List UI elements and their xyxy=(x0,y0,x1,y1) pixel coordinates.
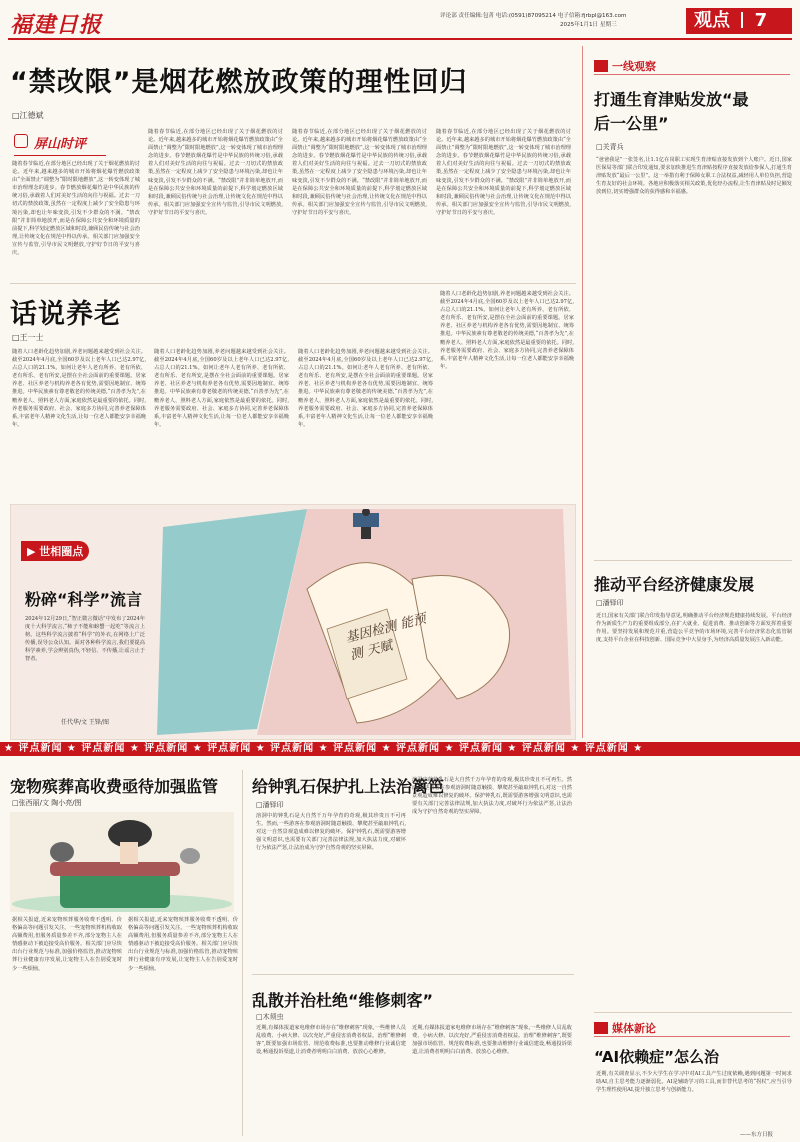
sidebar-article2-body: 近日,国家有关部门联合印发指导意见,明确推动平台经济规范健康持续发展。平台经济作为新质生产力的重要组成部分,在扩大就业、促进消费、推动创新等方面发挥着重要作用。要坚持发展和规范并重,营造公平竞争的市场环境,完善平台经济常态化监管制度,支持平台企业在科技创新、国际竞争中大显身手,为经济高质量发展注入新动能。 xyxy=(596,613,792,644)
main-author: □江德斌 xyxy=(12,111,44,120)
sidebar-rule xyxy=(582,46,583,738)
sidebar-article2-headline: 推动平台经济健康发展 xyxy=(594,575,755,594)
illustration-caption: 基因检测 能预测 天赋 xyxy=(344,611,428,664)
masthead-date: 2025年1月1日 星期三 xyxy=(560,22,617,28)
main-body-col-1: 随着春节临近,在部分地区已经出现了关于烟花燃放的讨论。近年来,越来越多的城市开始将烟花爆竹燃放政策由“全面禁止”调整为“限时限地燃放”,这一转变体现了城市治理理念的进步。春节燃放烟花爆竹是中华民族的传统习俗,承载着人们对美好生活的向往与祝福。过去一刀切式的禁放政策,虽然在一定程度上减少了安全隐患与环境污染,却也让年味变淡,引发不少群众的不满。“禁改限”并非简单地放开,而是在保障公共安全和环境质量的前提下,科学划定燃放区域和时段,兼顾民俗传统与社会治理,让传统文化在规范中得以传承。相关部门应加强安全宣传与监管,引导市民文明燃放,守护好节日的平安与喜庆。 xyxy=(12,161,140,257)
world-watch-credit: 任代华/文 王锋/图 xyxy=(61,719,109,726)
section1-label: 一线观察 xyxy=(612,60,656,73)
main-headline: “禁改限”是烟花燃放政策的理性回归 xyxy=(10,67,468,98)
milk-headline: 给钟乳石保护扎上法治篱笆 xyxy=(252,777,445,796)
world-watch-illustration xyxy=(157,509,571,735)
column-tag-box xyxy=(14,128,106,156)
pets-author: □张西丽/文 陶小亮/图 xyxy=(12,799,82,807)
sidebar-article2-author: □潘铎印 xyxy=(596,599,624,607)
section-badge xyxy=(686,8,792,34)
section-name: 观点 xyxy=(694,10,730,31)
milk-body-col-1: 溶洞中的钟乳石是大自然千万年孕育的奇观,极其珍贵且不可再生。然而,一些游客在参观溶洞时随意触摸、攀爬甚至敲取钟乳石,对这一自然景观造成难以修复的破坏。保护钟乳石,既需要游客增强文明意识,也需要有关部门完善法律法规,加大执法力度,对破坏行为依法严惩,让法治成为守护自然奇观的坚实屏障。 xyxy=(256,813,406,852)
repair-body-col-1: 近期,有媒体报道家电维修市场存在“维修刺客”现象,一些维修人员乱收费、小病大修、以次充好,严重侵害消费者权益。治理“维修刺客”,既要加强市场监管、规范收费标准,也要推动维修行业诚信建设,畅通投诉渠道,让消费者明明白白消费、放放心心维修。 xyxy=(256,1025,406,1056)
sidebar-article3-credit: ——东方日报 xyxy=(740,1132,774,1138)
sidebar-article3-headline: “AI依赖症”怎么治 xyxy=(594,1048,719,1066)
world-watch-tag: ▶ 世相圈点 xyxy=(21,541,89,561)
aging-body-col-1: 随着人口老龄化趋势加剧,养老问题越来越受到社会关注。截至2024年4月底,全国60岁及以上老年人口已达2.97亿,占总人口的21.1%。如何让老年人老有所养、老有所依、老有所乐、老有所安,是摆在全社会面前的重要课题。居家养老、社区养老与机构养老各有优势,需要因地制宜、统筹推进。中华民族素有尊老敬老的传统美德,“百善孝为先”,在赡养老人、照料老人方面,家庭依然是最重要的依托。同时,养老服务需要政府、社会、家庭多方协同,完善养老保障体系,丰富老年人精神文化生活,让每一位老人都能安享幸福晚年。 xyxy=(12,349,146,428)
section1-icon xyxy=(594,60,608,72)
sidebar-article1-body: “爸爸我是”一张签名,让1.1亿在岗职工实现生育津贴直接发放到个人账户。近日,国家医保局等部门联合印发通知,要求加快推进生育津贴按程序直接发放给参保人,打通生育津贴发放“最后一公里”。这一举措有利于保障女职工合法权益,减轻用人单位负担,营造生育友好的社会环境。各地应积极落实相关政策,优化经办流程,让生育津贴及时足额发放到位,切实增强群众的获得感和幸福感。 xyxy=(596,157,792,196)
section2-icon xyxy=(594,1022,608,1034)
news-ticker: ★ 评点新闻 ★ 评点新闻 ★ 评点新闻 ★ 评点新闻 ★ 评点新闻 ★ 评点新闻 ★ 评点新闻 ★ 评点新闻 ★ 评点新闻 ★ 评点新闻 ★ xyxy=(0,742,800,756)
pets-illustration xyxy=(10,812,234,912)
milk-author: □潘铎印 xyxy=(256,801,284,809)
sidebar-divider-1 xyxy=(594,560,792,561)
main-body-col-2: 随着春节临近,在部分地区已经出现了关于烟花燃放的讨论。近年来,越来越多的城市开始将烟花爆竹燃放政策由“全面禁止”调整为“限时限地燃放”,这一转变体现了城市治理理念的进步。春节燃放烟花爆竹是中华民族的传统习俗,承载着人们对美好生活的向往与祝福。过去一刀切式的禁放政策,虽然在一定程度上减少了安全隐患与环境污染,却也让年味变淡,引发不少群众的不满。“禁改限”并非简单地放开,而是在保障公共安全和环境质量的前提下,科学划定燃放区域和时段,兼顾民俗传统与社会治理,让传统文化在规范中得以传承。相关部门应加强安全宣传与监管,引导市民文明燃放,守护好节日的平安与喜庆。 xyxy=(148,129,283,216)
pets-headline: 宠物殡葬高收费亟待加强监管 xyxy=(10,777,219,796)
repair-body-col-2: 近期,有媒体报道家电维修市场存在“维修刺客”现象,一些维修人员乱收费、小病大修、以次充好,严重侵害消费者权益。治理“维修刺客”,既要加强市场监管、规范收费标准,也要推动维修行业诚信建设,畅通投诉渠道,让消费者明明白白消费、放放心心维修。 xyxy=(412,1025,572,1056)
world-watch-body: 2024年12月29日,“智正微言微话”中发布了2024年度十大科学流言,“柿子不能和螃蟹一起吃”等流言上榜。这些科学流言披着“科学”的外衣,在网络上广泛传播,误导公众认知。面对各种科学流言,我们要提高科学素养,学会辨别真伪,不轻信、不传播,让谣言止于智者。 xyxy=(25,616,145,663)
pets-body-col-1: 据相关报道,近来宠物殡葬服务收费不透明、价格偏高等问题引发关注。一些宠物殡葬机构收取高额费用,但服务质量参差不齐,部分宠物主人在情感驱动下被迫接受高价服务。相关部门应尽快出台行业规范与标准,加强价格监管,推动宠物殡葬行业健康有序发展,让宠物主人在告别爱宠时少一些烦恼。 xyxy=(12,917,122,972)
pets-body-col-2: 据相关报道,近来宠物殡葬服务收费不透明、价格偏高等问题引发关注。一些宠物殡葬机构收取高额费用,但服务质量参差不齐,部分宠物主人在情感驱动下被迫接受高价服务。相关部门应尽快出台行业规范与标准,加强价格监管,推动宠物殡葬行业健康有序发展,让宠物主人在告别爱宠时少一些烦恼。 xyxy=(128,917,238,972)
masthead-info xyxy=(440,12,678,30)
sidebar-article3-body: 近期,有关调查显示,不少大学生在学习中对AI工具产生过度依赖,遇到问题第一时间求助AI,自主思考能力逐渐弱化。AI是辅助学习的工具,而非替代思考的“拐杖”,应当引导学生理性使用AI,提升独立思考与创新能力。 xyxy=(596,1071,792,1094)
divider-1 xyxy=(10,283,576,284)
sidebar-article1-headline: 打通生育津贴发放“最后一公里” xyxy=(594,90,749,133)
aging-body-col-4: 随着人口老龄化趋势加剧,养老问题越来越受到社会关注。截至2024年4月底,全国60岁及以上老年人口已达2.97亿,占总人口的21.1%。如何让老年人老有所养、老有所依、老有所乐、老有所安,是摆在全社会面前的重要课题。居家养老、社区养老与机构养老各有优势,需要因地制宜、统筹推进。中华民族素有尊老敬老的传统美德,“百善孝为先”,在赡养老人、照料老人方面,家庭依然是最重要的依托。同时,养老服务需要政府、社会、家庭多方协同,完善养老保障体系,丰富老年人精神文化生活,让每一位老人都能安享幸福晚年。 xyxy=(440,291,574,370)
masthead-contact: 评论部 责任编辑:包菁 电话:(0591)87095214 电子信箱:fjrbpl@163.com xyxy=(440,13,627,19)
pets-illustration-svg xyxy=(10,812,234,912)
divider-3 xyxy=(252,974,574,975)
column-tag-label: 屏山时评 xyxy=(34,137,87,152)
divider-2 xyxy=(242,770,243,1136)
aging-headline: 话说养老 xyxy=(10,299,122,330)
page-number: 7 xyxy=(754,10,768,31)
main-body-col-4: 随着春节临近,在部分地区已经出现了关于烟花燃放的讨论。近年来,越来越多的城市开始将烟花爆竹燃放政策由“全面禁止”调整为“限时限地燃放”,这一转变体现了城市治理理念的进步。春节燃放烟花爆竹是中华民族的传统习俗,承载着人们对美好生活的向往与祝福。过去一刀切式的禁放政策,虽然在一定程度上减少了安全隐患与环境污染,却也让年味变淡,引发不少群众的不满。“禁改限”并非简单地放开,而是在保障公共安全和环境质量的前提下,科学划定燃放区域和时段,兼顾民俗传统与社会治理,让传统文化在规范中得以传承。相关部门应加强安全宣传与监管,引导市民文明燃放,守护好节日的平安与喜庆。 xyxy=(436,129,571,216)
newspaper-logo: 福建日报 xyxy=(10,12,103,38)
section2-label: 媒体新论 xyxy=(612,1022,656,1035)
milk-body-col-2: 溶洞中的钟乳石是大自然千万年孕育的奇观,极其珍贵且不可再生。然而,一些游客在参观溶洞时随意触摸、攀爬甚至敲取钟乳石,对这一自然景观造成难以修复的破坏。保护钟乳石,既需要游客增强文明意识,也需要有关部门完善法律法规,加大执法力度,对破坏行为依法严惩,让法治成为守护自然奇观的坚实屏障。 xyxy=(412,777,572,816)
repair-author: □木须虫 xyxy=(256,1013,284,1021)
sidebar-article1-author: □关青兵 xyxy=(596,143,624,151)
aging-author: □王一士 xyxy=(12,333,44,342)
column-tag-icon xyxy=(14,134,28,148)
main-body-col-3: 随着春节临近,在部分地区已经出现了关于烟花燃放的讨论。近年来,越来越多的城市开始将烟花爆竹燃放政策由“全面禁止”调整为“限时限地燃放”,这一转变体现了城市治理理念的进步。春节燃放烟花爆竹是中华民族的传统习俗,承载着人们对美好生活的向往与祝福。过去一刀切式的禁放政策,虽然在一定程度上减少了安全隐患与环境污染,却也让年味变淡,引发不少群众的不满。“禁改限”并非简单地放开,而是在保障公共安全和环境质量的前提下,科学划定燃放区域和时段,兼顾民俗传统与社会治理,让传统文化在规范中得以传承。相关部门应加强安全宣传与监管,引导市民文明燃放,守护好节日的平安与喜庆。 xyxy=(292,129,427,216)
aging-body-col-3: 随着人口老龄化趋势加剧,养老问题越来越受到社会关注。截至2024年4月底,全国60岁及以上老年人口已达2.97亿,占总人口的21.1%。如何让老年人老有所养、老有所依、老有所乐、老有所安,是摆在全社会面前的重要课题。居家养老、社区养老与机构养老各有优势,需要因地制宜、统筹推进。中华民族素有尊老敬老的传统美德,“百善孝为先”,在赡养老人、照料老人方面,家庭依然是最重要的依托。同时,养老服务需要政府、社会、家庭多方协同,完善养老保障体系,丰富老年人精神文化生活,让每一位老人都能安享幸福晚年。 xyxy=(298,349,433,428)
world-watch-headline: 粉碎“科学”流言 xyxy=(25,590,143,609)
sidebar-divider-2 xyxy=(594,1012,792,1013)
world-watch-tag-icon: ▶ xyxy=(27,545,40,558)
repair-headline: 乱散并治杜绝“维修刺客” xyxy=(252,991,434,1010)
masthead-rule xyxy=(8,38,792,40)
world-watch-panel xyxy=(10,504,576,740)
section1-underline xyxy=(594,74,790,75)
scroll-illustration-svg xyxy=(157,509,571,735)
aging-body-col-2: 随着人口老龄化趋势加剧,养老问题越来越受到社会关注。截至2024年4月底,全国60岁及以上老年人口已达2.97亿,占总人口的21.1%。如何让老年人老有所养、老有所依、老有所乐、老有所安,是摆在全社会面前的重要课题。居家养老、社区养老与机构养老各有优势,需要因地制宜、统筹推进。中华民族素有尊老敬老的传统美德,“百善孝为先”,在赡养老人、照料老人方面,家庭依然是最重要的依托。同时,养老服务需要政府、社会、家庭多方协同,完善养老保障体系,丰富老年人精神文化生活,让每一位老人都能安享幸福晚年。 xyxy=(154,349,289,428)
section2-underline xyxy=(594,1036,790,1037)
masthead xyxy=(0,0,800,42)
